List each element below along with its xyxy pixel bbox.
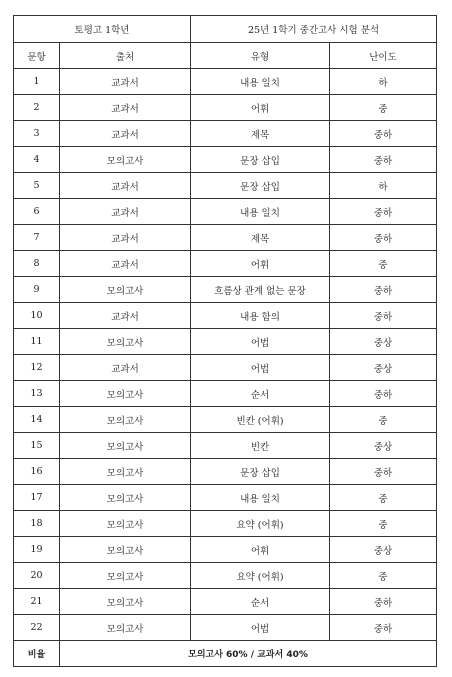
- question-source: 모의고사: [60, 381, 191, 407]
- question-number: 17: [14, 485, 60, 511]
- question-difficulty: 중상: [330, 355, 437, 381]
- question-type: 내용 일치: [191, 199, 330, 225]
- table-row: [14, 563, 437, 589]
- question-difficulty: 중하: [330, 303, 437, 329]
- question-type: 순서: [191, 381, 330, 407]
- question-difficulty: 하: [330, 173, 437, 199]
- question-difficulty: 중하: [330, 121, 437, 147]
- table-row: [14, 147, 437, 173]
- question-source: 모의고사: [60, 147, 191, 173]
- question-difficulty: 하: [330, 69, 437, 95]
- question-source: 교과서: [60, 173, 191, 199]
- question-number: 7: [14, 225, 60, 251]
- question-number: 13: [14, 381, 60, 407]
- question-type: 문장 삽입: [191, 459, 330, 485]
- question-type: 내용 일치: [191, 69, 330, 95]
- question-type: 어휘: [191, 537, 330, 563]
- question-difficulty: 중하: [330, 589, 437, 615]
- question-difficulty: 중하: [330, 225, 437, 251]
- question-type: 요약 (어휘): [191, 563, 330, 589]
- question-difficulty: 중: [330, 95, 437, 121]
- question-type: 제목: [191, 121, 330, 147]
- question-difficulty: 중하: [330, 459, 437, 485]
- question-number: 8: [14, 251, 60, 277]
- question-type: 내용 함의: [191, 303, 330, 329]
- question-difficulty: 중하: [330, 199, 437, 225]
- table-row: [14, 225, 437, 251]
- question-number: 16: [14, 459, 60, 485]
- column-header-difficulty: 난이도: [330, 43, 437, 69]
- question-type: 문장 삽입: [191, 147, 330, 173]
- question-difficulty: 중하: [330, 147, 437, 173]
- question-number: 4: [14, 147, 60, 173]
- question-number: 19: [14, 537, 60, 563]
- question-number: 12: [14, 355, 60, 381]
- question-source: 교과서: [60, 199, 191, 225]
- question-number: 14: [14, 407, 60, 433]
- question-number: 1: [14, 69, 60, 95]
- school-grade-title: 토평고 1학년: [14, 16, 191, 43]
- table-row: [14, 589, 437, 615]
- table-row: [14, 615, 437, 641]
- title-row: [14, 16, 437, 43]
- question-difficulty: 중상: [330, 329, 437, 355]
- question-source: 모의고사: [60, 277, 191, 303]
- question-number: 2: [14, 95, 60, 121]
- table-row: [14, 69, 437, 95]
- table-row: [14, 329, 437, 355]
- question-difficulty: 중하: [330, 277, 437, 303]
- table-row: [14, 381, 437, 407]
- question-source: 교과서: [60, 303, 191, 329]
- question-difficulty: 중상: [330, 433, 437, 459]
- table-row: [14, 121, 437, 147]
- ratio-summary: 모의고사 60% / 교과서 40%: [60, 641, 437, 667]
- question-number: 9: [14, 277, 60, 303]
- question-number: 11: [14, 329, 60, 355]
- question-difficulty: 중상: [330, 537, 437, 563]
- question-number: 6: [14, 199, 60, 225]
- column-header-type: 유형: [191, 43, 330, 69]
- question-source: 모의고사: [60, 615, 191, 641]
- question-type: 제목: [191, 225, 330, 251]
- question-number: 20: [14, 563, 60, 589]
- table-row: [14, 303, 437, 329]
- column-header-source: 출처: [60, 43, 191, 69]
- question-number: 5: [14, 173, 60, 199]
- question-source: 교과서: [60, 95, 191, 121]
- question-source: 교과서: [60, 225, 191, 251]
- column-header-row: [14, 43, 437, 69]
- question-source: 모의고사: [60, 589, 191, 615]
- exam-title: 25년 1학기 중간고사 시험 분석: [191, 16, 437, 43]
- question-type: 어휘: [191, 251, 330, 277]
- table-row: [14, 537, 437, 563]
- question-source: 모의고사: [60, 511, 191, 537]
- question-source: 모의고사: [60, 407, 191, 433]
- table-row: [14, 277, 437, 303]
- table-row: [14, 355, 437, 381]
- table-row: [14, 511, 437, 537]
- question-type: 빈칸: [191, 433, 330, 459]
- question-number: 10: [14, 303, 60, 329]
- question-source: 모의고사: [60, 329, 191, 355]
- question-type: 요약 (어휘): [191, 511, 330, 537]
- question-difficulty: 중하: [330, 381, 437, 407]
- question-difficulty: 중: [330, 407, 437, 433]
- table-row: [14, 485, 437, 511]
- question-number: 18: [14, 511, 60, 537]
- column-header-number: 문항: [14, 43, 60, 69]
- table-row: [14, 459, 437, 485]
- question-difficulty: 중: [330, 511, 437, 537]
- question-type: 어휘: [191, 95, 330, 121]
- question-type: 내용 일치: [191, 485, 330, 511]
- question-type: 빈칸 (어휘): [191, 407, 330, 433]
- question-number: 15: [14, 433, 60, 459]
- ratio-label: 비율: [14, 641, 60, 667]
- exam-analysis-table: [13, 15, 437, 667]
- table-row: [14, 251, 437, 277]
- question-number: 22: [14, 615, 60, 641]
- question-type: 순서: [191, 589, 330, 615]
- question-type: 문장 삽입: [191, 173, 330, 199]
- question-type: 어법: [191, 355, 330, 381]
- question-source: 교과서: [60, 355, 191, 381]
- question-number: 3: [14, 121, 60, 147]
- question-type: 어법: [191, 615, 330, 641]
- question-number: 21: [14, 589, 60, 615]
- question-type: 흐름상 관계 없는 문장: [191, 277, 330, 303]
- question-source: 모의고사: [60, 563, 191, 589]
- question-source: 모의고사: [60, 459, 191, 485]
- question-source: 교과서: [60, 69, 191, 95]
- question-difficulty: 중: [330, 485, 437, 511]
- table-row: [14, 433, 437, 459]
- question-source: 모의고사: [60, 537, 191, 563]
- exam-analysis-sheet: [13, 15, 436, 667]
- question-source: 교과서: [60, 251, 191, 277]
- question-source: 교과서: [60, 121, 191, 147]
- question-type: 어법: [191, 329, 330, 355]
- question-difficulty: 중하: [330, 615, 437, 641]
- table-row: [14, 407, 437, 433]
- table-row: [14, 173, 437, 199]
- question-source: 모의고사: [60, 433, 191, 459]
- question-difficulty: 중: [330, 563, 437, 589]
- question-difficulty: 중: [330, 251, 437, 277]
- table-row: [14, 199, 437, 225]
- table-row: [14, 95, 437, 121]
- question-source: 모의고사: [60, 485, 191, 511]
- ratio-row: [14, 641, 437, 667]
